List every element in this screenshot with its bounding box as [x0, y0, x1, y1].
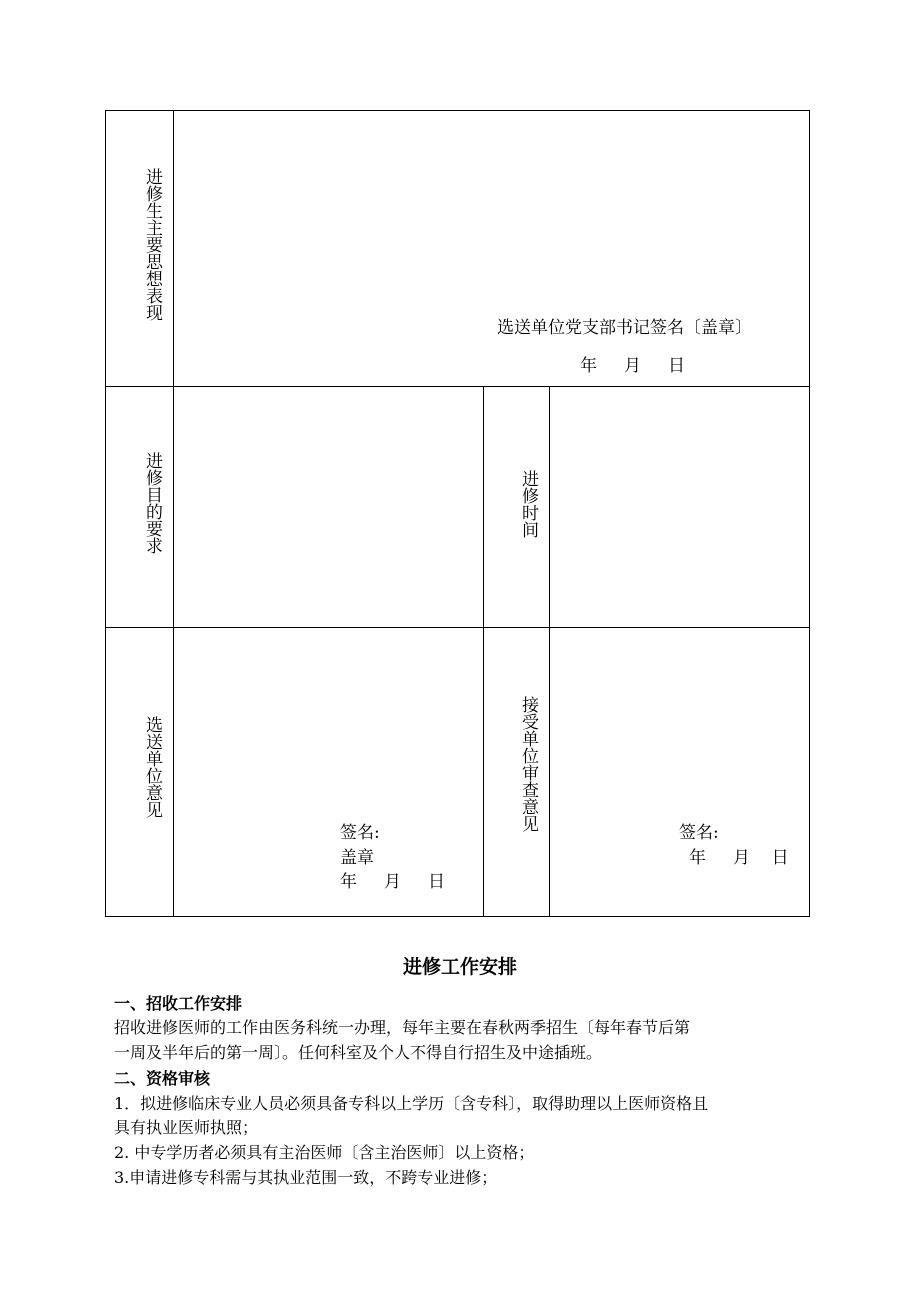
section2-item1-line2: 具有执业医师执照；	[114, 1118, 259, 1137]
section2-heading: 二、资格审核	[114, 1069, 211, 1088]
label-study-purpose: 进修目的要求	[142, 452, 162, 554]
row-divider-2	[105, 627, 810, 628]
table-border-left	[105, 110, 106, 917]
sending-unit-sign-label: 签名:	[340, 823, 380, 843]
row-divider-1	[105, 386, 810, 387]
receiving-unit-sign-label: 签名:	[679, 823, 719, 843]
study-period-field[interactable]	[551, 388, 807, 625]
sending-unit-date-line: 年 月 日	[340, 872, 446, 892]
section2-item1-line1: 1．拟进修临床专业人员必须具备专科以上学历〔含专科〕，取得助理以上医师资格且	[114, 1094, 709, 1113]
sending-unit-stamp-label: 盖章	[340, 848, 374, 868]
section1-paragraph-line2: 一周及半年后的第一周〕。任何科室及个人不得自行招生及中途插班。	[114, 1043, 603, 1062]
application-form-table	[105, 110, 810, 917]
party-secretary-signature-line: 选送单位党支部书记签名〔盖章〕	[497, 318, 752, 338]
arrangement-title: 进修工作安排	[402, 956, 517, 978]
section2-item3: 3.申请进修专科需与其执业范围一致，不跨专业进修；	[114, 1168, 498, 1187]
section2-item2: 2. 中专学历者必须具有主治医师〔含主治医师〕以上资格；	[114, 1143, 535, 1162]
row1-date-line: 年 月 日	[580, 356, 686, 376]
table-border-bottom	[105, 916, 810, 917]
ideological-performance-field[interactable]	[175, 112, 807, 312]
section1-paragraph-line1: 招收进修医师的工作由医务科统一办理，每年主要在春秋两季招生〔每年春节后第	[114, 1018, 691, 1037]
table-border-top	[105, 110, 810, 111]
table-border-right	[809, 110, 810, 917]
label-ideological-performance: 进修生主要思想表现	[142, 168, 162, 321]
section1-heading: 一、招收工作安排	[114, 994, 243, 1013]
receiving-unit-date-line: 年 月 日	[689, 848, 789, 868]
label-column-divider	[173, 110, 174, 917]
middle-column-divider-left	[483, 386, 484, 917]
label-receiving-unit-review: 接受单位审查意见	[518, 696, 538, 832]
receiving-unit-review-field[interactable]	[551, 629, 807, 814]
middle-column-divider-right	[549, 386, 550, 917]
study-purpose-field[interactable]	[175, 388, 481, 625]
sending-unit-opinion-field[interactable]	[175, 629, 481, 814]
label-sending-unit-opinion: 选送单位意见	[142, 716, 162, 818]
label-study-period: 进修时间	[518, 470, 538, 538]
